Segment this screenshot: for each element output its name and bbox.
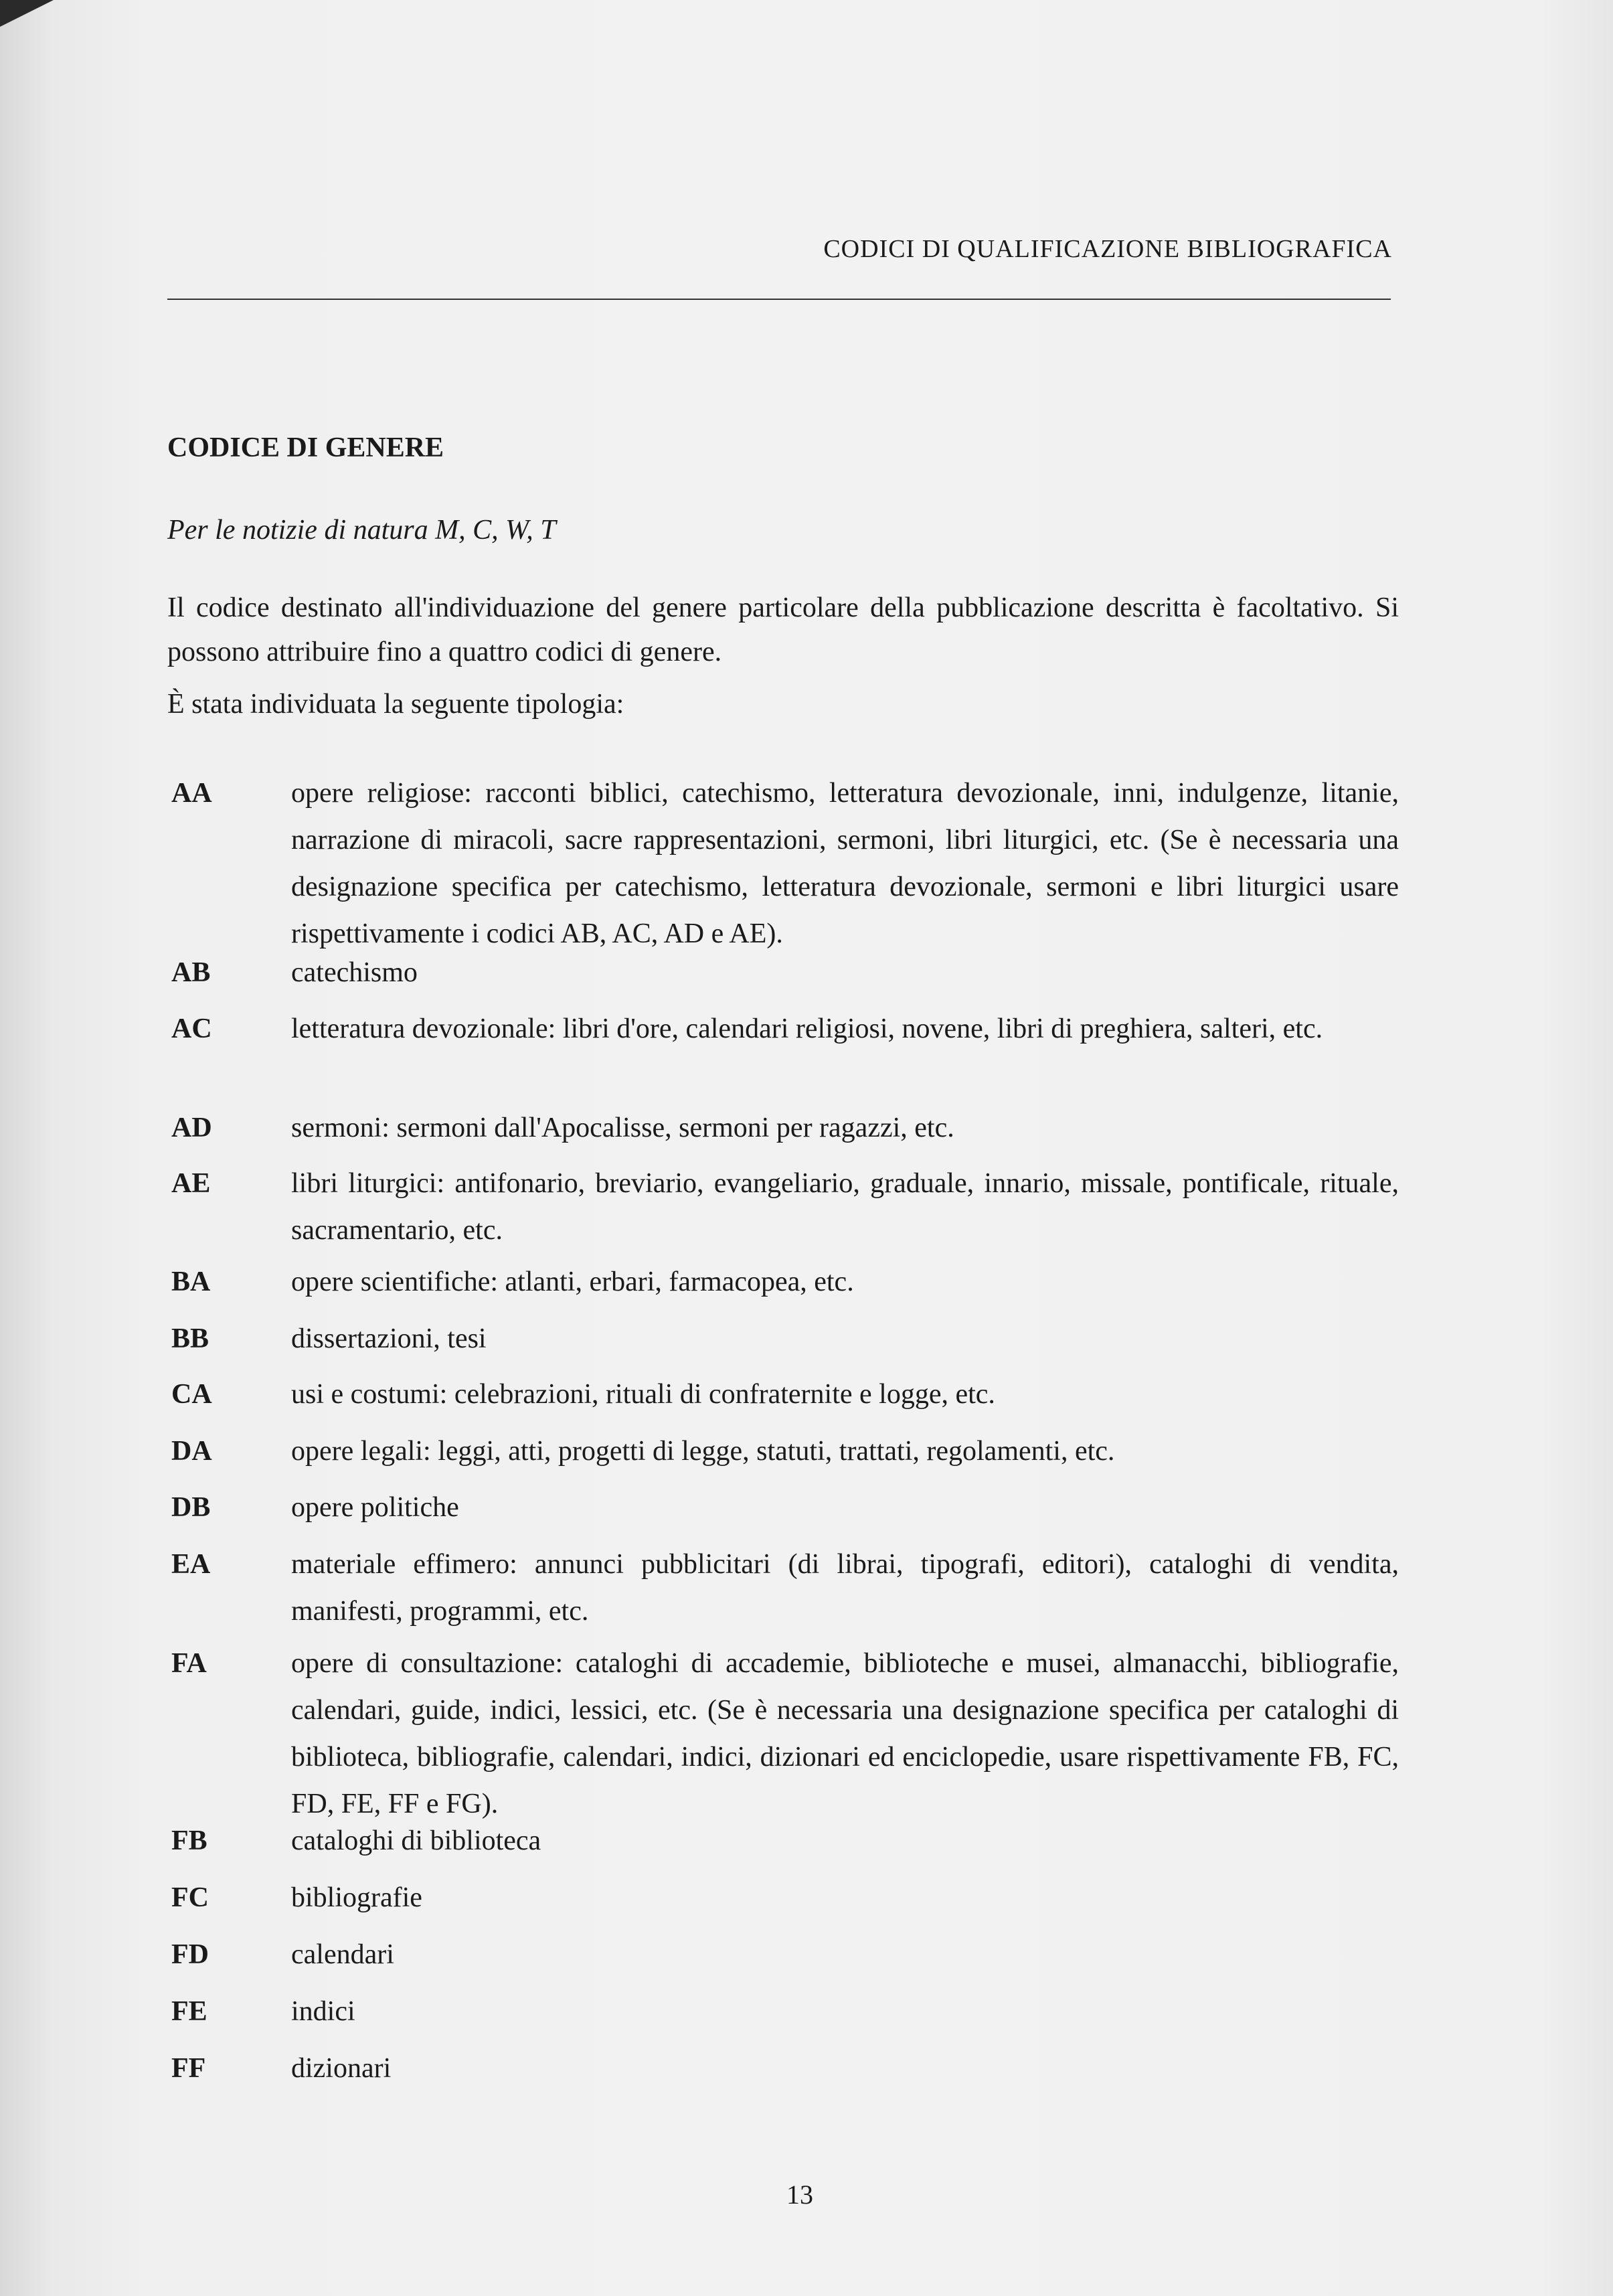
genre-entry xyxy=(167,1005,1399,1052)
genre-code: DA xyxy=(171,1436,212,1467)
genre-entry xyxy=(167,1428,1399,1475)
genre-code: FF xyxy=(171,2053,206,2084)
genre-code: AE xyxy=(171,1168,211,1199)
genre-entry xyxy=(167,1160,1399,1254)
genre-code: FA xyxy=(171,1648,207,1679)
genre-description: opere di consultazione: cataloghi di accademie, biblioteche e musei, almanacchi, bibliografie, calendari, guide, indici, lessici, etc. (Se è necessaria una designazione specifica per cataloghi di biblioteca, bibliografie, calendari, indici, dizionari ed enciclopedie, usare rispettivamente FB, FC, FD, FE, FF e FG). xyxy=(291,1648,1399,1819)
genre-code: AD xyxy=(171,1113,212,1143)
genre-entry xyxy=(167,1315,1399,1362)
genre-entry xyxy=(167,2045,1399,2092)
genre-code: FC xyxy=(171,1882,209,1913)
genre-description: indici xyxy=(291,1996,355,2027)
genre-entry xyxy=(167,1541,1399,1635)
running-header: CODICI DI QUALIFICAZIONE BIBLIOGRAFICA xyxy=(823,235,1392,263)
genre-entry xyxy=(167,1640,1399,1827)
header-rule xyxy=(167,299,1391,300)
genre-description: catechismo xyxy=(291,957,418,988)
genre-description: usi e costumi: celebrazioni, rituali di confraternite e logge, etc. xyxy=(291,1379,995,1410)
genre-description: cataloghi di biblioteca xyxy=(291,1825,541,1856)
genre-entry xyxy=(167,1817,1399,1864)
genre-code: FB xyxy=(171,1825,207,1856)
genre-description: materiale effimero: annunci pubblicitari (di librai, tipografi, editori), cataloghi di vendita, manifesti, programmi, etc. xyxy=(291,1549,1399,1627)
typology-intro: È stata individuata la seguente tipologia: xyxy=(167,689,624,720)
genre-code: CA xyxy=(171,1379,212,1410)
genre-entry xyxy=(167,1874,1399,1921)
genre-code: BA xyxy=(171,1266,211,1297)
genre-description: opere legali: leggi, atti, progetti di legge, statuti, trattati, regolamenti, etc. xyxy=(291,1436,1115,1467)
genre-code: DB xyxy=(171,1492,211,1523)
section-title: CODICE DI GENERE xyxy=(167,432,444,463)
genre-description: opere scientifiche: atlanti, erbari, farmacopea, etc. xyxy=(291,1266,854,1297)
genre-code: FD xyxy=(171,1939,209,1970)
genre-code: BB xyxy=(171,1323,209,1354)
genre-description: sermoni: sermoni dall'Apocalisse, sermoni per ragazzi, etc. xyxy=(291,1113,954,1143)
genre-description: calendari xyxy=(291,1939,394,1970)
genre-code: FE xyxy=(171,1996,207,2027)
genre-entry xyxy=(167,1931,1399,1978)
genre-description: opere politiche xyxy=(291,1492,459,1523)
genre-entry xyxy=(167,949,1399,996)
genre-entry xyxy=(167,1484,1399,1531)
genre-entry xyxy=(167,1258,1399,1305)
intro-paragraph: Il codice destinato all'individuazione del genere particolare della pubblicazione descritta è facoltativo. Si possono attribuire fino a quattro codici di genere. xyxy=(167,592,1399,667)
genre-code: EA xyxy=(171,1549,211,1580)
section-subtitle: Per le notizie di natura M, C, W, T xyxy=(167,515,556,546)
genre-description: dizionari xyxy=(291,2053,392,2084)
genre-description: libri liturgici: antifonario, breviario, evangeliario, graduale, innario, missale, pontificale, rituale, sacramentario, etc. xyxy=(291,1168,1399,1246)
genre-description: opere religiose: racconti biblici, catechismo, letteratura devozionale, inni, indulgenze, litanie, narrazione di miracoli, sacre rappresentazioni, sermoni, libri liturgici, etc. (Se è necessaria una designazione specifica per catechismo, letteratura devozionale, sermoni e libri liturgici usare rispettivamente i codici AB, AC, AD e AE). xyxy=(291,778,1399,949)
genre-description: letteratura devozionale: libri d'ore, calendari religiosi, novene, libri di preghiera, salteri, etc. xyxy=(291,1013,1323,1044)
genre-code: AC xyxy=(171,1013,212,1044)
genre-entry xyxy=(167,1988,1399,2035)
genre-code: AB xyxy=(171,957,211,988)
page-number: 13 xyxy=(786,2180,813,2210)
genre-description: dissertazioni, tesi xyxy=(291,1323,487,1354)
genre-code: AA xyxy=(171,778,212,809)
genre-entry xyxy=(167,1371,1399,1418)
scan-corner-shadow xyxy=(0,0,54,27)
genre-description: bibliografie xyxy=(291,1882,422,1913)
genre-entry xyxy=(167,770,1399,957)
genre-entry xyxy=(167,1104,1399,1151)
